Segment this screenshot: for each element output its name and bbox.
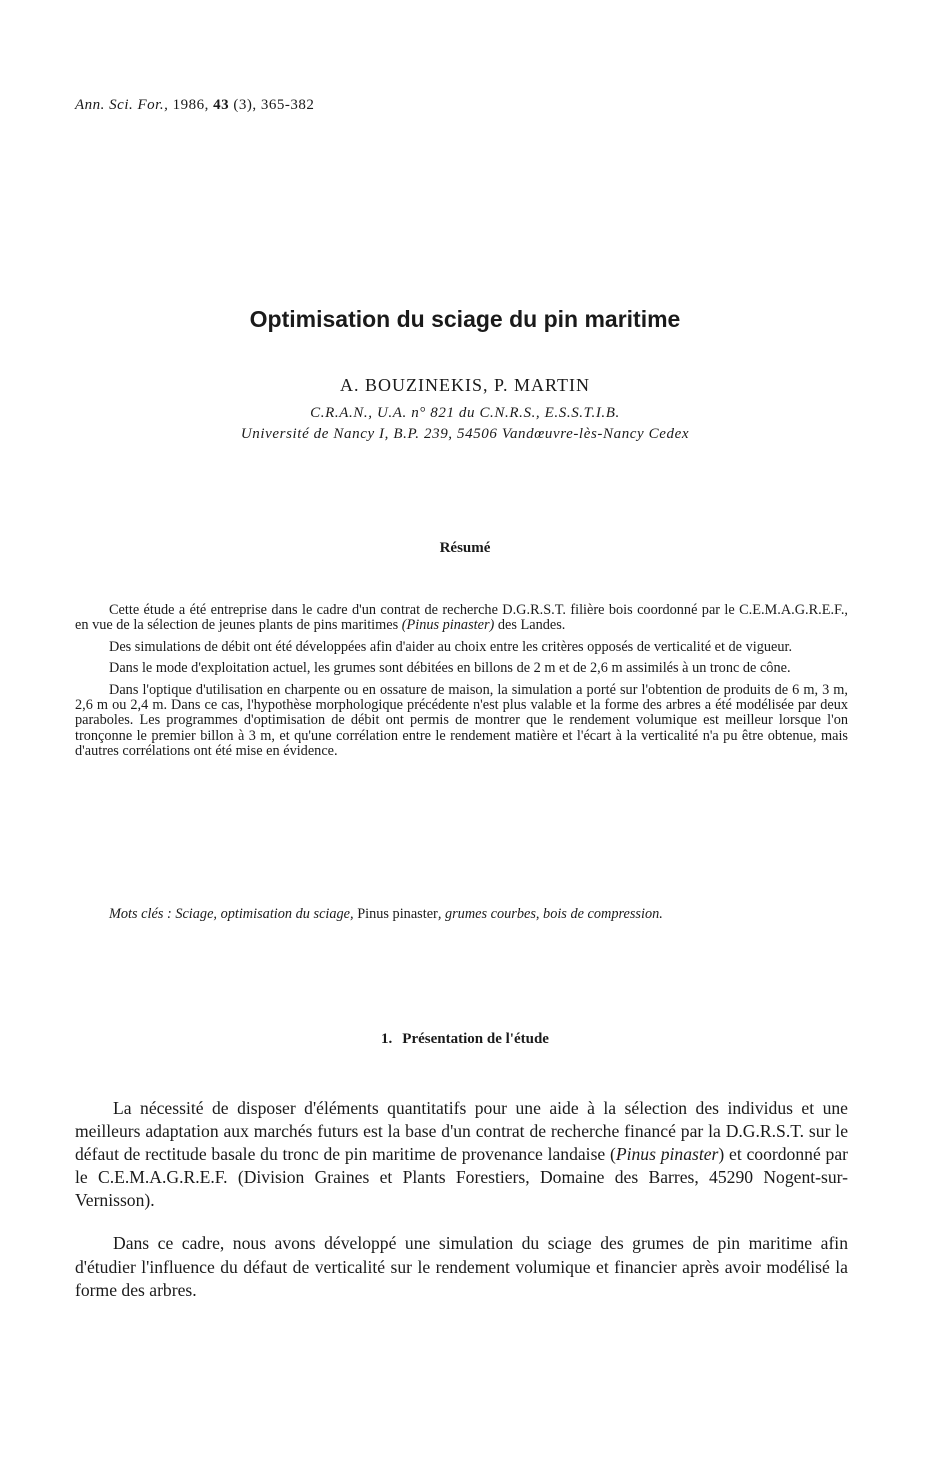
abstract-paragraph-1: Cette étude a été entreprise dans le cadre d'un contrat de recherche D.G.R.S.T. filière bois coordonné par le C.E.M.A.G.R.E.F., en vue de la sélection de jeunes plants de pins maritimes (Pinus pinaster) des Landes. <box>75 602 848 634</box>
abstract-body <box>75 603 848 766</box>
affiliation-line-2: Université de Nancy I, B.P. 239, 54506 Vandœuvre-lès-Nancy Cedex <box>240 426 690 442</box>
section-number: 1. <box>381 1031 393 1047</box>
section-title: Présentation de l'étude <box>402 1031 549 1047</box>
keywords: Mots clés : Sciage, optimisation du sciage, Pinus pinaster, grumes courbes, bois de compression. <box>109 906 663 922</box>
keywords-label: Mots clés : <box>109 906 176 922</box>
journal-citation <box>75 97 314 114</box>
abstract-heading: Résumé <box>439 540 491 556</box>
species-name: (Pinus pinaster) <box>401 617 495 634</box>
citation-issue-pages: (3), 365-382 <box>233 97 315 113</box>
abstract-paragraph-4: Dans l'optique d'utilisation en charpente ou en ossature de maison, la simulation a porté sur l'obtention de produits de 6 m, 3 m, 2,6 m ou 2,4 m. Dans ce cas, l'hypothèse morphologique précédente n'est plus valable et la forme des arbres a été modélisée par deux paraboles. Les programmes d'optimisation de débit ont permis de montrer que le rendement volumique est meilleur lorsque l'on tronçonne le premier billon à 3 m, et qu'une corrélation entre le rendement matière et l'écart à la verticalité n'a pu être obtenue, mais d'autres corrélations ont été mise en évidence. <box>75 681 848 760</box>
affiliation-line-1: C.R.A.N., U.A. n° 821 du C.N.R.S., E.S.S.T.I.B. <box>310 405 620 421</box>
abstract-paragraph-3: Dans le mode d'exploitation actuel, les grumes sont débitées en billons de 2 m et de 2,6 m assimilés à un tronc de cône. <box>109 660 791 677</box>
body-paragraph-2: Dans ce cadre, nous avons développé une simulation du sciage des grumes de pin maritime afin d'étudier l'influence du défaut de verticalité sur le rendement volumique et financier après avoir modélisé la forme des arbres. <box>75 1233 848 1300</box>
journal-name: Ann. Sci. For., <box>75 97 169 113</box>
species-name: Pinus pinaster <box>615 1144 719 1165</box>
citation-year: 1986, <box>172 97 209 113</box>
body-paragraph-1: La nécessité de disposer d'éléments quantitatifs pour une aide à la sélection des individus et une meilleurs adaptation aux marchés futurs est la base d'un contrat de recherche financé par la D.G.R.S.T. sur le défaut de rectitude basale du tronc de pin maritime de provenance landaise (Pinus pinaster) et coordonné par le C.E.M.A.G.R.E.F. (Division Graines et Plants Forestiers, Domaine des Barres, 45290 Nogent-sur-Vernisson). <box>75 1098 848 1211</box>
section-heading <box>0 1031 930 1048</box>
abstract-paragraph-2: Des simulations de débit ont été développées afin d'aider au choix entre les critères opposés de verticalité et de vigueur. <box>109 638 793 655</box>
citation-volume: 43 <box>213 97 230 113</box>
author-list: A. BOUZINEKIS, P. MARTIN <box>340 375 590 395</box>
article-title: Optimisation du sciage du pin maritime <box>249 306 681 332</box>
section-body <box>75 1097 848 1322</box>
